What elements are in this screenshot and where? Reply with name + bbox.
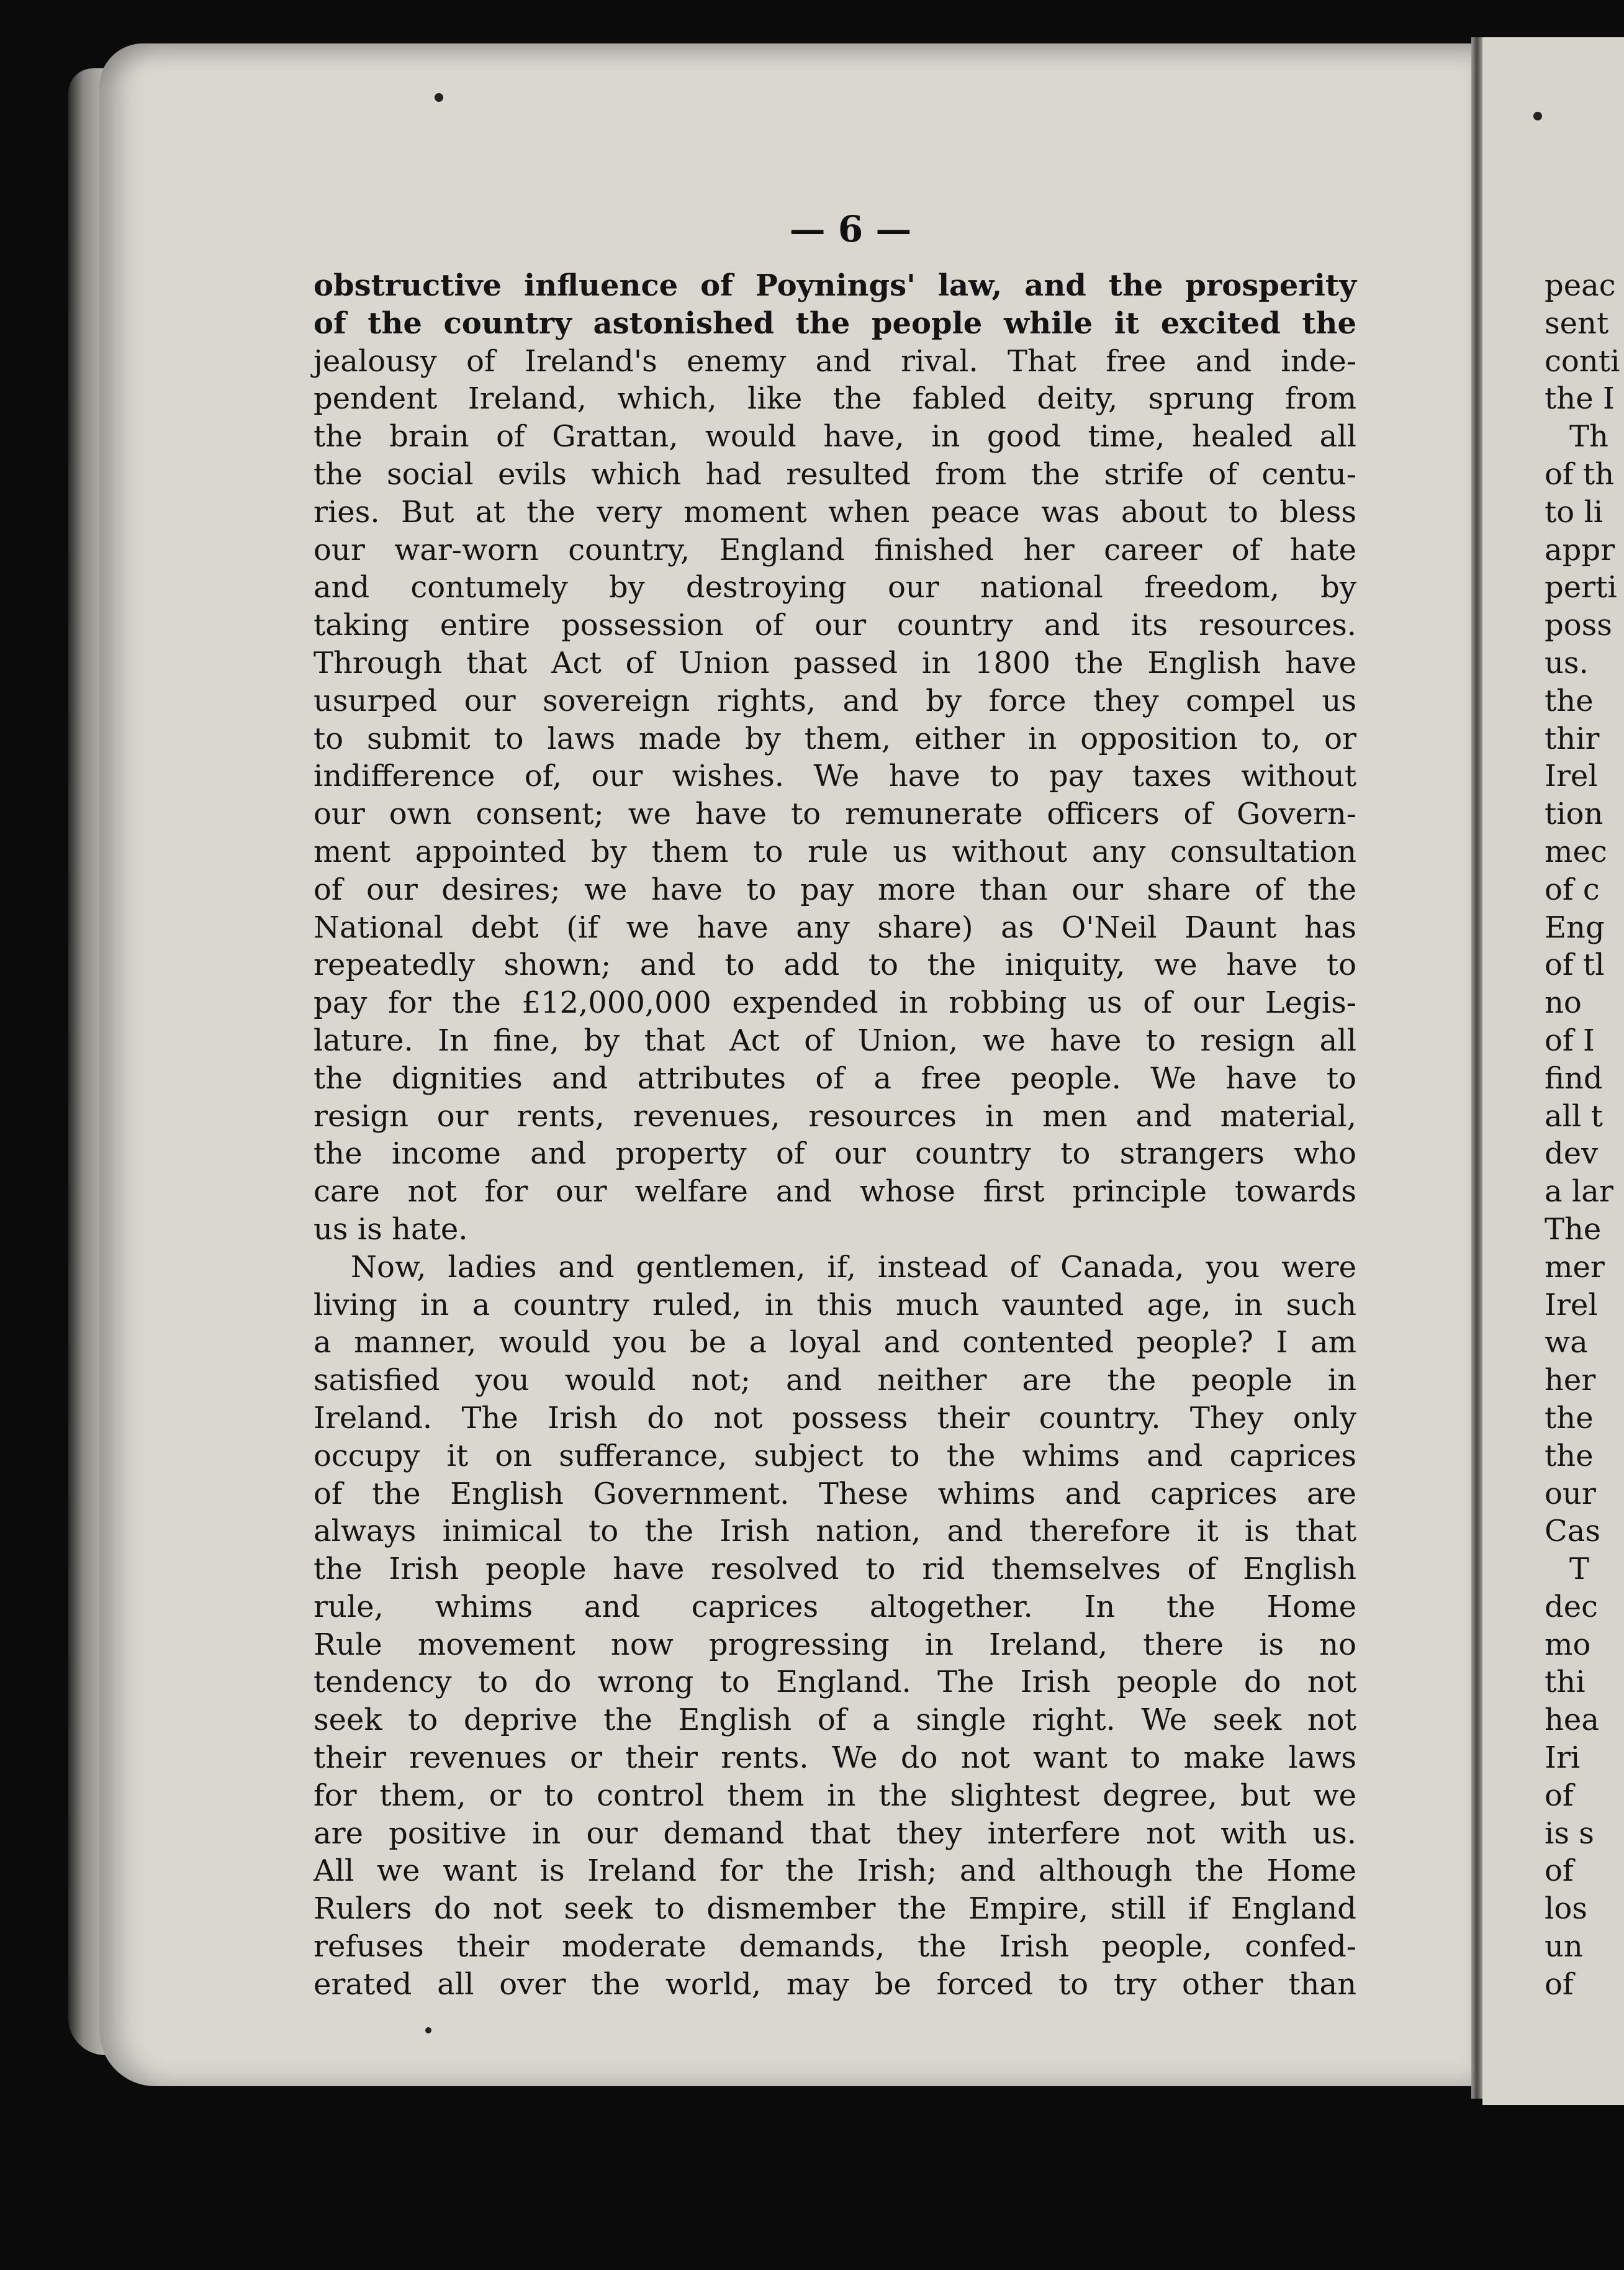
fragment-line: a lar: [1545, 1174, 1613, 1210]
fragment-line: is s: [1545, 1816, 1594, 1851]
text-line: lature. In fine, by that Act of Union, we have to resign all: [314, 1023, 1356, 1058]
fragment-line: los: [1545, 1891, 1587, 1927]
text-line: always inimical to the Irish nation, and therefore it is that: [314, 1514, 1356, 1549]
right-page-text-fragment: [1545, 267, 1624, 2004]
fragment-line: Eng: [1545, 910, 1605, 945]
text-line: seek to deprive the English of a single right. We seek not: [314, 1702, 1356, 1738]
fragment-line: her: [1545, 1363, 1596, 1398]
fragment-line: the: [1545, 683, 1594, 718]
fragment-line: of I: [1545, 1023, 1595, 1058]
fragment-line: Irel: [1545, 759, 1598, 794]
fragment-line: all t: [1545, 1098, 1603, 1134]
text-line: the dignities and attributes of a free people. We have to: [314, 1060, 1356, 1096]
text-line: the social evils which had resulted from the strife of centu-: [314, 456, 1356, 492]
ink-speck: [1533, 112, 1542, 120]
fragment-line: thi: [1545, 1665, 1586, 1700]
text-line: the brain of Grattan, would have, in good time, healed all: [314, 419, 1356, 454]
fragment-line: of: [1545, 1853, 1574, 1889]
text-line: of our desires; we have to pay more than our share of the: [314, 872, 1356, 907]
fragment-line: perti: [1545, 570, 1617, 605]
fragment-line: mer: [1545, 1249, 1605, 1285]
fragment-line: of th: [1545, 456, 1615, 492]
fragment-line: conti: [1545, 343, 1620, 379]
text-line: Rule movement now progressing in Ireland, there is no: [314, 1627, 1356, 1662]
fragment-line: of c: [1545, 872, 1600, 907]
fragment-line: the I: [1545, 381, 1615, 417]
text-line: All we want is Ireland for the Irish; and although the Home: [314, 1853, 1356, 1889]
fragment-line: sent: [1545, 305, 1609, 341]
fragment-line: appr: [1545, 532, 1615, 568]
text-line: our own consent; we have to remunerate officers of Govern-: [314, 797, 1356, 832]
text-line: jealousy of Ireland's enemy and rival. That free and inde-: [314, 343, 1356, 379]
book-gutter: [1471, 37, 1482, 2099]
fragment-line: hea: [1545, 1702, 1599, 1738]
text-line: taking entire possession of our country and its resources.: [314, 608, 1356, 643]
fragment-line: Cas: [1545, 1514, 1600, 1549]
fragment-line: T: [1569, 1552, 1590, 1587]
fragment-line: mo: [1545, 1627, 1591, 1662]
fragment-line: no: [1545, 985, 1582, 1021]
text-line: the Irish people have resolved to rid themselves of English: [314, 1552, 1356, 1587]
text-line: tendency to do wrong to England. The Irish people do not: [314, 1665, 1356, 1700]
fragment-line: us.: [1545, 645, 1589, 681]
fragment-line: find: [1545, 1060, 1603, 1096]
fragment-line: poss: [1545, 608, 1612, 643]
ink-speck: [435, 93, 443, 102]
fragment-line: of: [1545, 1966, 1574, 2002]
fragment-line: the: [1545, 1438, 1594, 1473]
fragment-line: dev: [1545, 1136, 1599, 1172]
text-line: National debt (if we have any share) as O'Neil Daunt has: [314, 910, 1356, 945]
fragment-line: The: [1545, 1211, 1602, 1247]
text-line: living in a country ruled, in this much vaunted age, in such: [314, 1287, 1356, 1323]
text-line: and contumely by destroying our national freedom, by: [314, 570, 1356, 605]
text-line: of the country astonished the people while it excited the: [314, 305, 1356, 341]
text-line: repeatedly shown; and to add to the iniquity, we have to: [314, 947, 1356, 983]
text-line: pay for the £12,000,000 expended in robbing us of our Legis-: [314, 985, 1356, 1021]
text-line: a manner, would you be a loyal and contented people? I am: [314, 1325, 1356, 1360]
text-line: usurped our sovereign rights, and by force they compel us: [314, 683, 1356, 718]
text-line: care not for our welfare and whose first principle towards: [314, 1174, 1356, 1210]
fragment-line: un: [1545, 1929, 1583, 1965]
text-line: indifference of, our wishes. We have to pay taxes without: [314, 759, 1356, 794]
text-line: for them, or to control them in the slightest degree, but we: [314, 1778, 1356, 1813]
fragment-line: wa: [1545, 1325, 1588, 1360]
text-line: erated all over the world, may be forced to try other than: [314, 1966, 1356, 2002]
fragment-line: Th: [1569, 419, 1608, 454]
text-line: Through that Act of Union passed in 1800 the English have: [314, 645, 1356, 681]
text-line: Ireland. The Irish do not possess their country. They only: [314, 1400, 1356, 1436]
text-line: Rulers do not seek to dismember the Empire, still if England: [314, 1891, 1356, 1927]
fragment-line: our: [1545, 1476, 1596, 1511]
left-page-text-column: [314, 267, 1356, 2004]
fragment-line: to li: [1545, 494, 1604, 530]
fragment-line: tion: [1545, 797, 1604, 832]
fragment-line: of tl: [1545, 947, 1605, 983]
text-line: Now, ladies and gentlemen, if, instead of Canada, you were: [351, 1249, 1356, 1285]
fragment-line: the: [1545, 1400, 1594, 1436]
text-line: rule, whims and caprices altogether. In the Home: [314, 1589, 1356, 1624]
text-line: satisfied you would not; and neither are the people in: [314, 1363, 1356, 1398]
text-line: obstructive influence of Poynings' law, and the prosperity: [314, 268, 1356, 303]
text-line: the income and property of our country to strangers who: [314, 1136, 1356, 1172]
text-line: their revenues or their rents. We do not want to make laws: [314, 1740, 1356, 1776]
fragment-line: thir: [1545, 721, 1600, 756]
fragment-line: peac: [1545, 268, 1616, 303]
text-line: are positive in our demand that they interfere not with us.: [314, 1816, 1356, 1851]
text-line: to submit to laws made by them, either in opposition to, or: [314, 721, 1356, 756]
text-line: ment appointed by them to rule us without any consultation: [314, 834, 1356, 869]
text-line: refuses their moderate demands, the Irish people, confed-: [314, 1929, 1356, 1965]
fragment-line: of: [1545, 1778, 1574, 1813]
text-line: of the English Government. These whims and caprices are: [314, 1476, 1356, 1511]
page-number: — 6 —: [789, 208, 912, 250]
text-line: us is hate.: [314, 1211, 468, 1247]
ink-speck: [425, 2027, 431, 2033]
fragment-line: mec: [1545, 834, 1607, 869]
text-line: pendent Ireland, which, like the fabled deity, sprung from: [314, 381, 1356, 417]
fragment-line: Irel: [1545, 1287, 1598, 1323]
text-line: ries. But at the very moment when peace was about to bless: [314, 494, 1356, 530]
text-line: our war-worn country, England finished her career of hate: [314, 532, 1356, 568]
text-line: occupy it on sufferance, subject to the whims and caprices: [314, 1438, 1356, 1473]
fragment-line: Iri: [1545, 1740, 1581, 1776]
fragment-line: dec: [1545, 1589, 1599, 1624]
text-line: resign our rents, revenues, resources in men and material,: [314, 1098, 1356, 1134]
